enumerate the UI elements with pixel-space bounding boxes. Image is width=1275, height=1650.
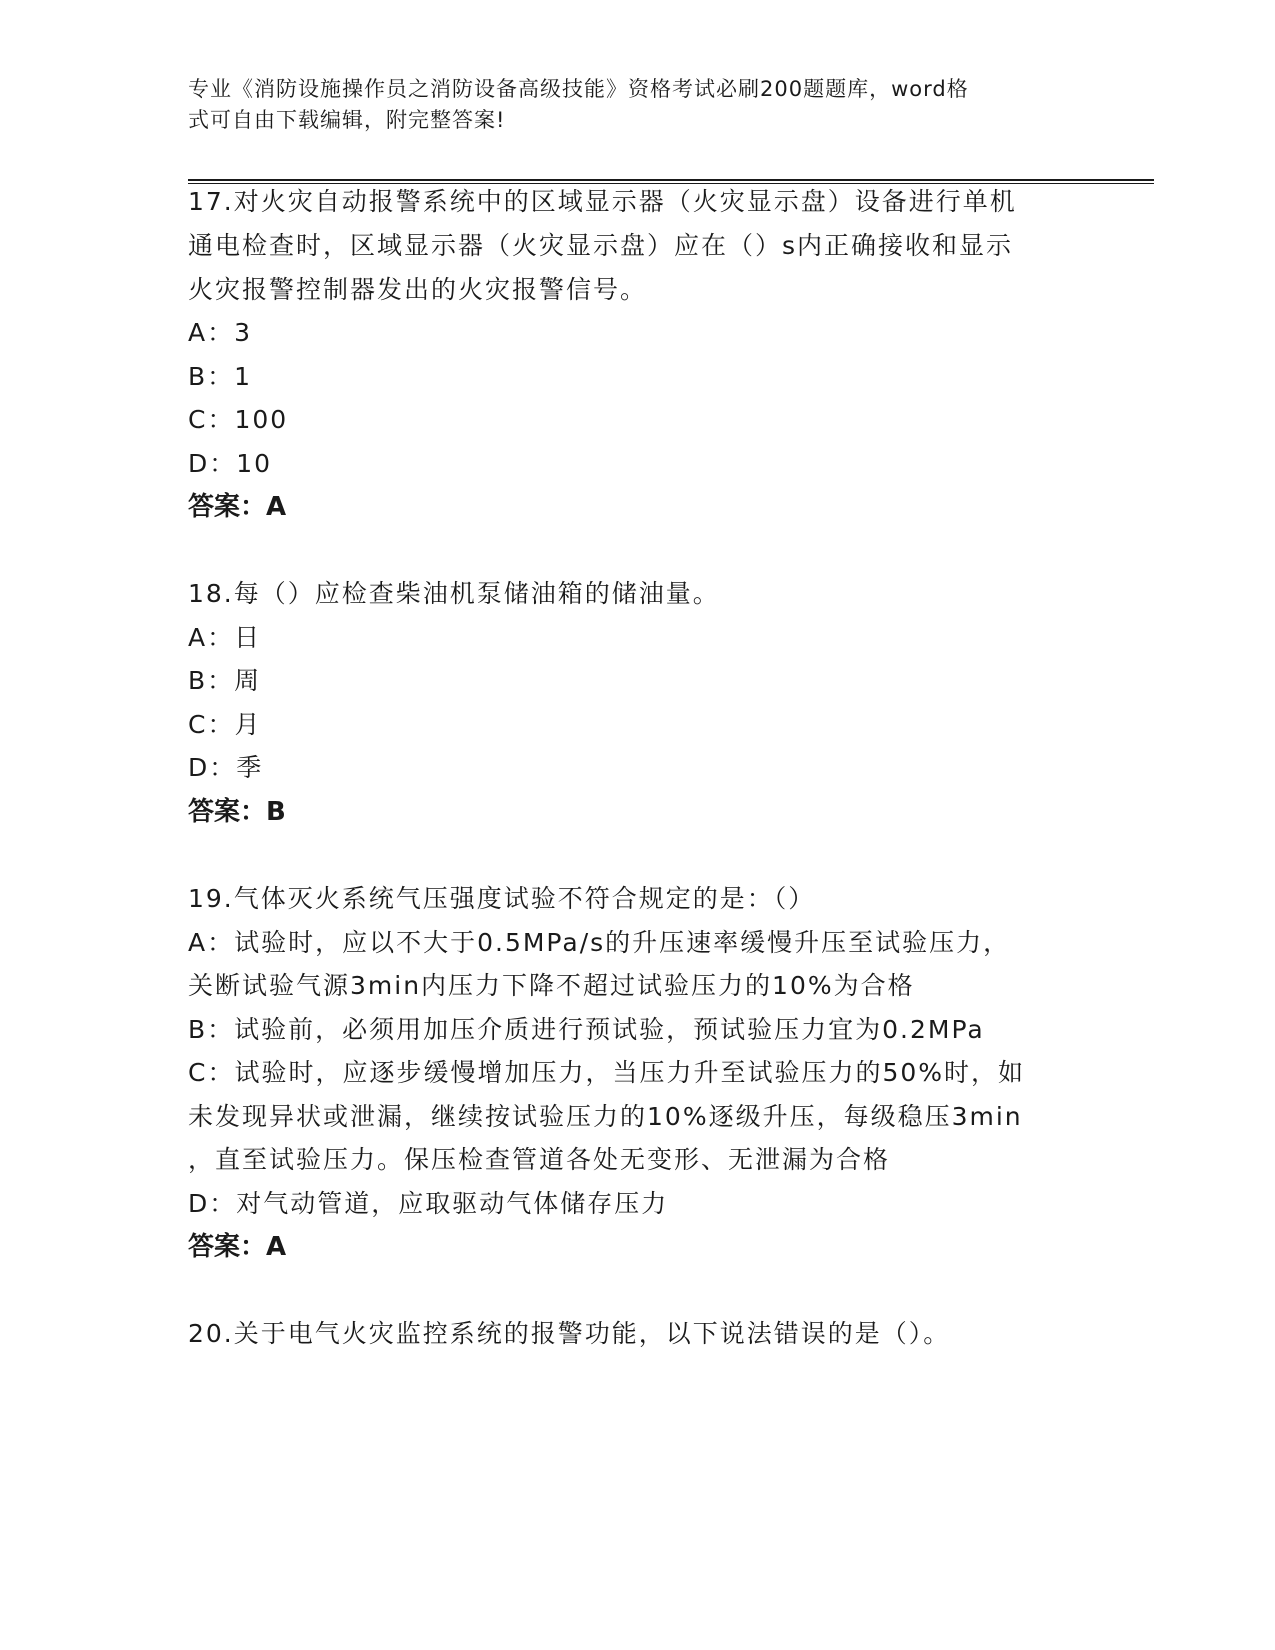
header-divider <box>188 179 1154 184</box>
q18-option-b: B：周 <box>188 666 262 695</box>
q17-option-d: D：10 <box>188 449 273 478</box>
q18-answer: 答案：B <box>188 797 286 827</box>
q20-stem-line-1: 20.关于电气火灾监控系统的报警功能，以下说法错误的是（）。 <box>188 1319 951 1348</box>
q19-option-b: B：试验前，必须用加压介质进行预试验，预试验压力宜为0.2MPa <box>188 1015 985 1044</box>
q17-answer: 答案：A <box>188 492 287 522</box>
q19-option-d: D：对气动管道，应取驱动气体储存压力 <box>188 1189 669 1218</box>
document-header <box>188 74 1068 136</box>
q17-option-a: A：3 <box>188 318 253 347</box>
q17-option-b: B：1 <box>188 362 253 391</box>
q19-option-a-line-2: 关断试验气源3min内压力下降不超过试验压力的10%为合格 <box>188 971 915 1000</box>
q19-option-c-line-2: 未发现异状或泄漏，继续按试验压力的10%逐级升压，每级稳压3min <box>188 1102 1023 1131</box>
q18-option-c: C：月 <box>188 710 262 739</box>
q17-stem-line-2: 通电检查时，区域显示器（火灾显示盘）应在（）s内正确接收和显示 <box>188 231 1014 260</box>
header-line-1: 专业《消防设施操作员之消防设备高级技能》资格考试必刷200题题库，word格 <box>188 77 969 101</box>
q19-option-c-line-3: ，直至试验压力。保压检查管道各处无变形、无泄漏为合格 <box>188 1145 891 1174</box>
q18-stem-line-1: 18.每（）应检查柴油机泵储油箱的储油量。 <box>188 579 720 608</box>
q17-option-c: C：100 <box>188 405 289 434</box>
q18-option-a: A：日 <box>188 623 262 652</box>
q19-answer: 答案：A <box>188 1232 287 1262</box>
header-line-2: 式可自由下载编辑，附完整答案! <box>188 108 506 132</box>
q17-stem-line-3: 火灾报警控制器发出的火灾报警信号。 <box>188 275 648 304</box>
q17-stem-line-1: 17.对火灾自动报警系统中的区域显示器（火灾显示盘）设备进行单机 <box>188 187 1017 216</box>
q19-option-a-line-1: A：试验时，应以不大于0.5MPa/s的升压速率缓慢升压至试验压力， <box>188 928 1011 957</box>
q19-option-c-line-1: C：试验时，应逐步缓慢增加压力，当压力升至试验压力的50%时，如 <box>188 1058 1026 1087</box>
q18-option-d: D：季 <box>188 753 264 782</box>
q19-stem-line-1: 19.气体灭火系统气压强度试验不符合规定的是：（） <box>188 884 816 913</box>
